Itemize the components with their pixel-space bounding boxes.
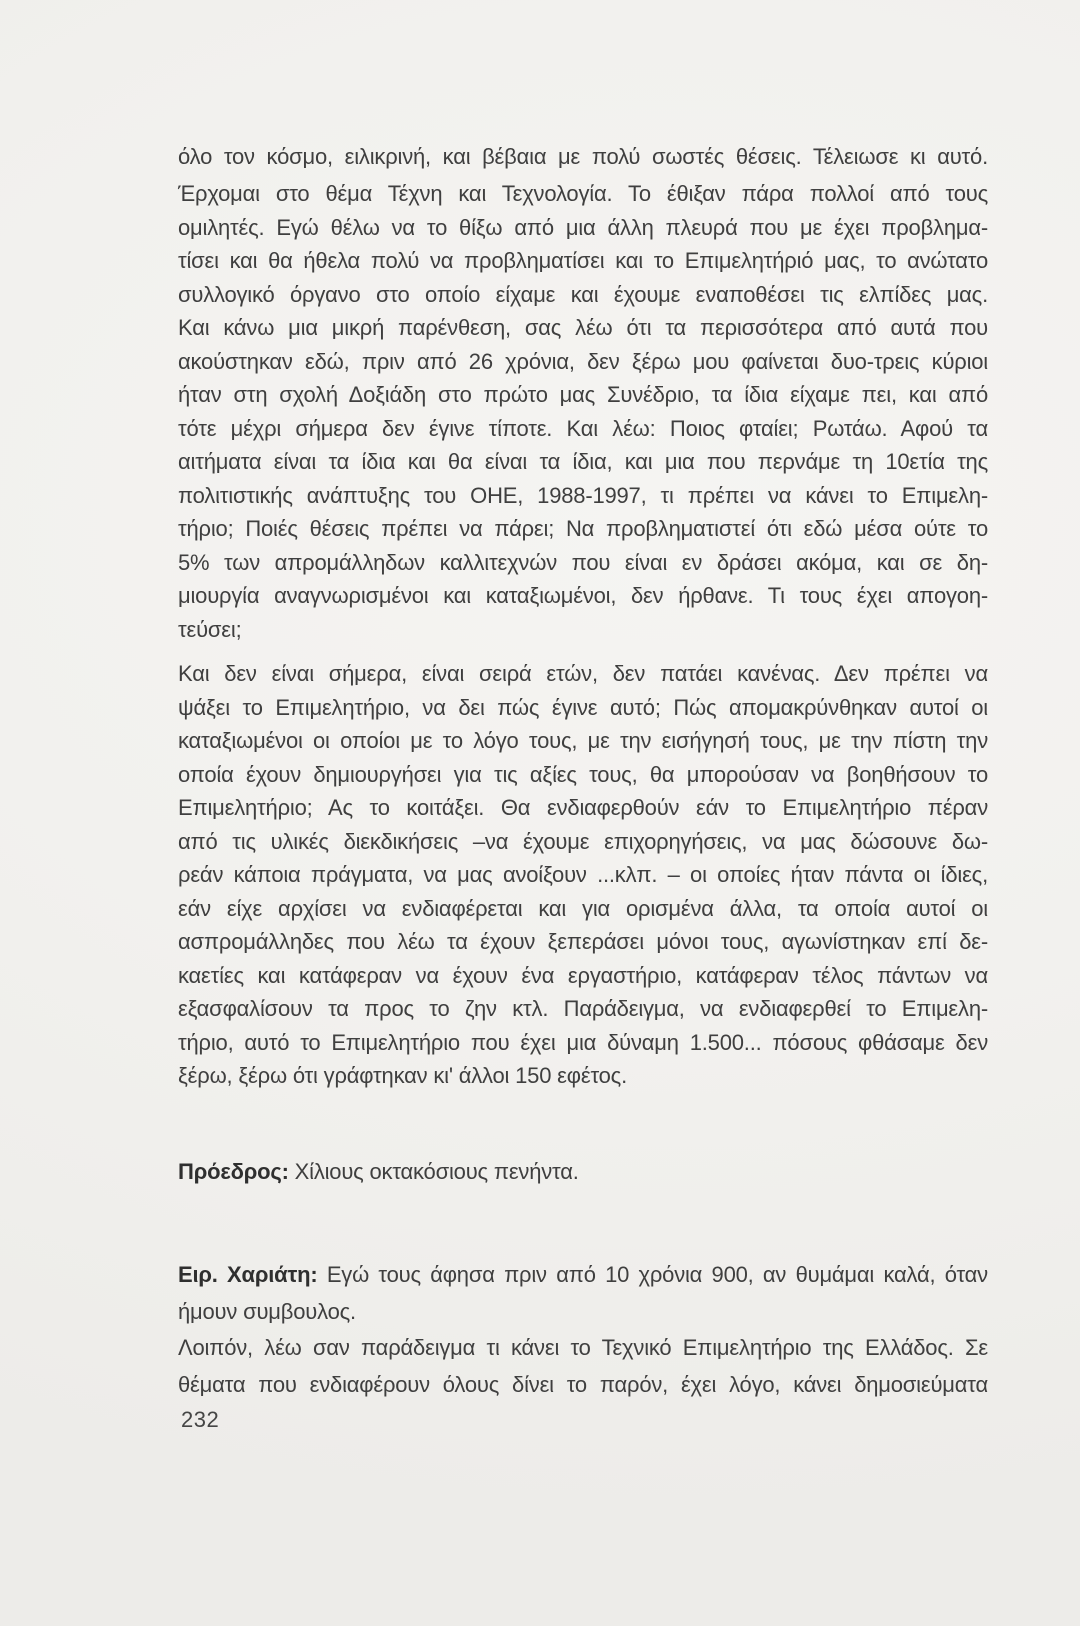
text-line: ήμουν συμβουλος. xyxy=(178,1298,356,1324)
speaker-name: Ειρ. Χαριάτη: xyxy=(178,1262,318,1287)
text-line: Πρόεδρος: Χίλιους οκτακόσιους πενήντα. xyxy=(178,1159,579,1184)
text-line: τήριο; Ποιές θέσεις πρέπει να πάρει; Να προβληματιστεί ότι εδώ μέσα ούτε το xyxy=(178,516,988,541)
text-line: ακούστηκαν εδώ, πριν από 26 χρόνια, δεν ξέρω μου φαίνεται δυο-τρεις κύριοι xyxy=(178,348,988,374)
paragraph-speech-main xyxy=(178,177,988,646)
text-line: συλλογικό όργανο στο οποίο είχαμε και έχουμε εναποθέσει τις ελπίδες μας. xyxy=(178,281,988,307)
text-line: ρεάν κάποια πράγματα, να μας ανοίξουν ...κλπ. – οι οποίες ήταν πάντα οι ίδιες, xyxy=(178,862,988,887)
text-line: Επιμελητήριο; Ας το κοιτάξει. Θα ενδιαφερθούν εάν το Επιμελητήριο πέραν xyxy=(178,795,988,820)
text-line: τεύσει; xyxy=(178,616,242,642)
text-line: τίσει και θα ήθελα πολύ να προβληματίσει και το Επιμελητήριό μας, το ανώτατο xyxy=(178,248,988,273)
text-line: ασπρομάλληδες που λέω τα έχουν ξεπεράσει μόνοι τους, αγωνίστηκαν επί δε- xyxy=(178,929,988,954)
text-line: μιουργία αναγνωρισμένοι και καταξιωμένοι, δεν ήρθανε. Τι τους έχει απογοη- xyxy=(178,583,988,608)
text-line: τότε μέχρι σήμερα δεν έγινε τίποτε. Και λέω: Ποιος φταίει; Ρωτάω. Αφού τα xyxy=(178,415,988,441)
text-line: Λοιπόν, λέω σαν παράδειγμα τι κάνει το Τεχνικό Επιμελητήριο της Ελλάδος. Σε xyxy=(178,1335,988,1360)
text-line: οποία έχουν δημιουργήσει για τις αξίες τους, θα μπορούσαν να βοηθήσουν το xyxy=(178,761,988,787)
text-line: Και κάνω μια μικρή παρένθεση, σας λέω ότι τα περισσότερα από αυτά που xyxy=(178,315,988,340)
text-line: αιτήματα είναι τα ίδια και θα είναι τα ίδια, και μια που περνάμε τη 10ετία της xyxy=(178,449,988,474)
text-line: Έρχομαι στο θέμα Τέχνη και Τεχνολογία. Το έθιξαν πάρα πολλοί από τους xyxy=(178,181,988,206)
text-line: 5% των απρομάλληδων καλλιτεχνών που είναι εν δράσει ακόμα, και σε δη- xyxy=(178,549,988,575)
speaker-name: Πρόεδρος: xyxy=(178,1159,289,1184)
text-line: καταξιωμένοι οι οποίοι με το λόγο τους, με την εισήγησή τους, με την πίστη την xyxy=(178,728,988,753)
text-line: πολιτιστικής ανάπτυξης του ΟΗΕ, 1988-1997, τι πρέπει να κάνει το Επιμελη- xyxy=(178,482,988,508)
text-line: τήριο, αυτό το Επιμελητήριο που έχει μια δύναμη 1.500... πόσους φθάσαμε δεν xyxy=(178,1029,988,1055)
text-line: καετίες και κατάφεραν να έχουν ένα εργαστήριο, κατάφεραν τέλος πάντων να xyxy=(178,962,988,988)
text-line: Ειρ. Χαριάτη: Εγώ τους άφησα πριν από 10 χρόνια 900, αν θυμάμαι καλά, όταν xyxy=(178,1262,988,1287)
text-line: θέματα που ενδιαφέρουν όλους δίνει το παρόν, έχει λόγο, κάνει δημοσιεύματα xyxy=(178,1371,988,1397)
speaker-line-proedros xyxy=(178,1155,988,1189)
paragraph-continuation xyxy=(178,140,988,174)
text-line: Και δεν είναι σήμερα, είναι σειρά ετών, δεν πατάει κανένας. Δεν πρέπει να xyxy=(178,661,988,686)
page-number: 232 xyxy=(181,1407,220,1432)
text-line: ψάξει το Επιμελητήριο, να δει πώς έγινε αυτό; Πώς απομακρύνθηκαν αυτοί οι xyxy=(178,694,988,720)
text-line: ομιλητές. Εγώ θέλω να το θίξω από μια άλλη πλευρά που με έχει προβλημα- xyxy=(178,214,988,240)
speaker-block-chariati xyxy=(178,1257,988,1403)
text-line: ξέρω, ξέρω ότι γράφτηκαν κι' άλλοι 150 εφέτος. xyxy=(178,1063,627,1088)
text-line: όλο τον κόσμο, ειλικρινή, και βέβαια με πολύ σωστές θέσεις. Τέλειωσε κι αυτό. xyxy=(178,144,988,169)
text-line: εξασφαλίσουν τα προς το ζην κτλ. Παράδειγμα, να ενδιαφερθεί το Επιμελη- xyxy=(178,996,988,1021)
text-line: από τις υλικές διεκδικήσεις –να έχουμε επιχορηγήσεις, να μας δώσουνε δω- xyxy=(178,828,988,854)
paragraph-speech-second xyxy=(178,657,988,1093)
text-line: ήταν στη σχολή Δοξιάδη στο πρώτο μας Συνέδριο, τα ίδια είχαμε πει, και από xyxy=(178,382,988,407)
text-line: εάν είχε αρχίσει να ενδιαφέρεται και για ορισμένα άλλα, τα οποία αυτοί οι xyxy=(178,895,988,921)
